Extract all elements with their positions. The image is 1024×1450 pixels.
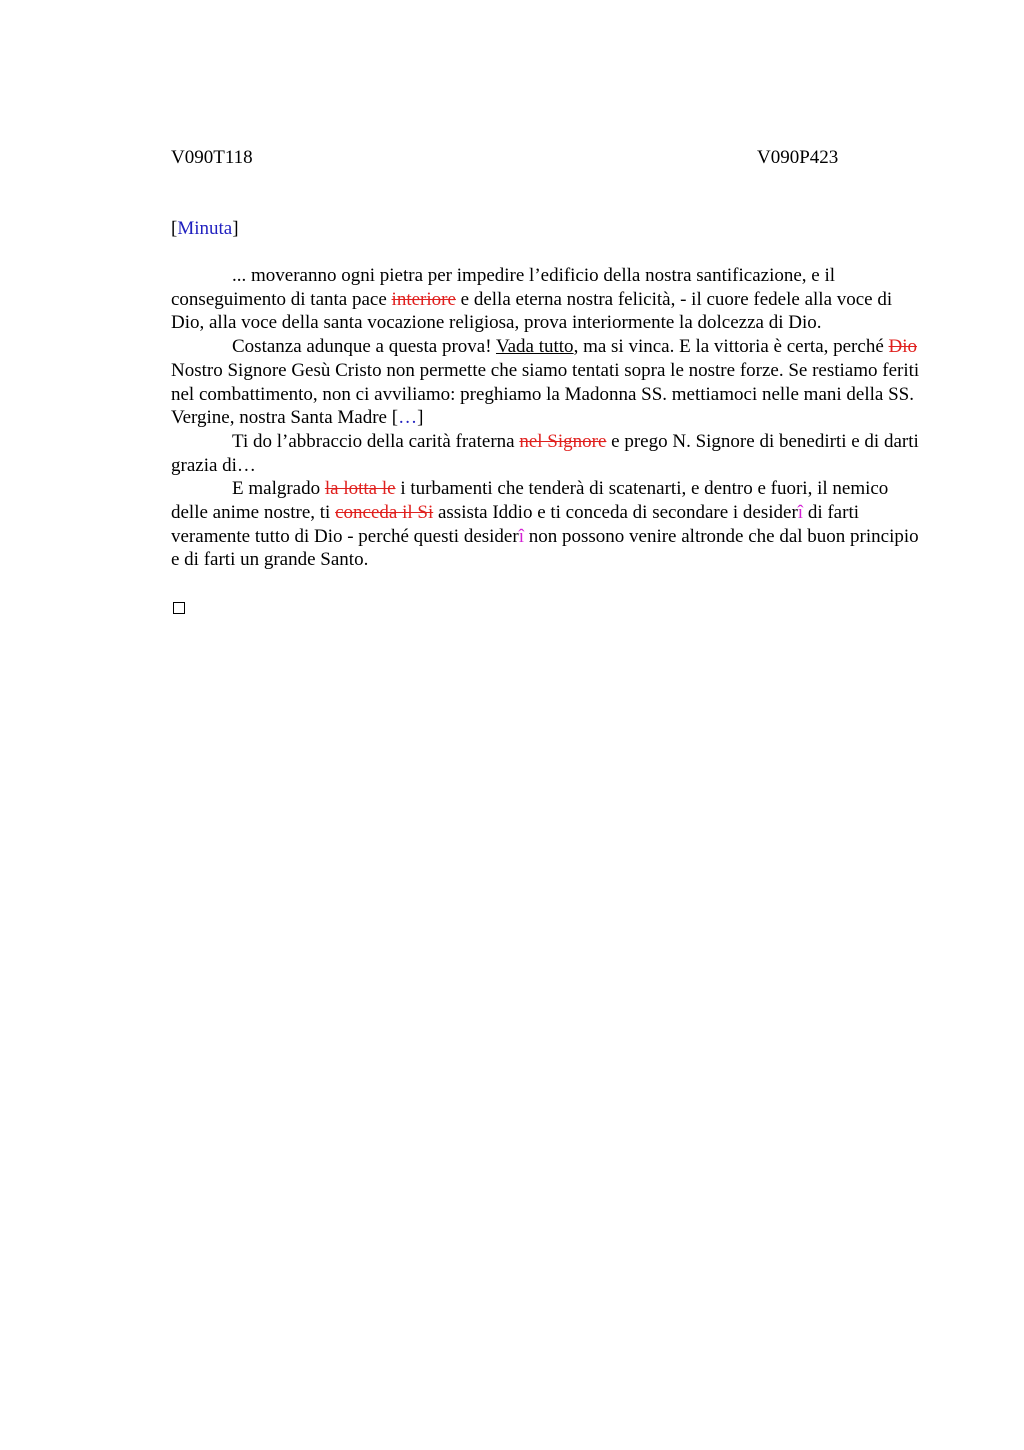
deleted-text: nel Signore [519,430,607,452]
accent-mark: î [797,502,804,524]
deleted-text: Dio [888,336,918,358]
text-run: , ma si vinca. E la vittoria è certa, perché [573,336,889,358]
text-run: ... moveranno ogni pietra per impedire l’edificio della nostra santificazione, e il conseguimento di tanta pace [171,265,836,310]
paragraph-3 [171,430,923,477]
text-run: non possono venire altronde che dal buon principio e di farti un grande Santo. [171,525,919,571]
text-run: Nostro Signore Gesù Cristo non permette che siamo tentati sopra le nostre forze. Se restiamo feriti nel combattimento, non ci avviliamo: preghiamo la Madonna SS. mettiamoci nelle mani della SS. Vergine, nostra Santa Madre [ [171,359,920,429]
text-run: i turbamenti che tenderà di scatenarti, e dentro e fuori, il nemico delle anime nostre, ti [171,478,889,524]
paragraph-4 [171,477,923,572]
accent-mark: î [518,525,524,547]
editorial-ellipsis: … [398,407,418,429]
document-code-right: V090P423 [757,147,839,168]
paragraph-1 [171,264,923,335]
deleted-text: conceda il Si [335,502,434,524]
bracket-open: [ [171,218,178,239]
text-run: e della eterna nostra felicità, - il cuore fedele alla voce di Dio, alla voce della santa vocazione religiosa, prova interiormente la dolcezza di Dio. [171,288,893,334]
end-box-symbol [173,602,185,614]
bracket-close: ] [232,218,239,239]
text-run: Ti do l’abbraccio della carità fraterna [232,430,520,452]
letter-body [171,264,923,572]
text-run: Costanza adunque a questa prova! [232,336,496,358]
text-run: di farti veramente tutto di Dio - perché questi desider [171,502,860,547]
text-run: ] [417,407,424,429]
text-run: assista Iddio e ti conceda di secondare i desider [433,502,798,524]
deleted-text: interiore [391,288,456,310]
paragraph-2 [171,335,923,430]
underlined-text: Vada tutto [495,336,574,358]
minuta-label [171,217,239,241]
text-run: e prego N. Signore di benedirti e di darti grazia di… [171,430,919,476]
deleted-text: la lotta le [324,478,396,500]
minuta-text: Minuta [177,218,233,239]
document-code-left: V090T118 [171,147,253,168]
text-run: E malgrado [232,478,325,500]
